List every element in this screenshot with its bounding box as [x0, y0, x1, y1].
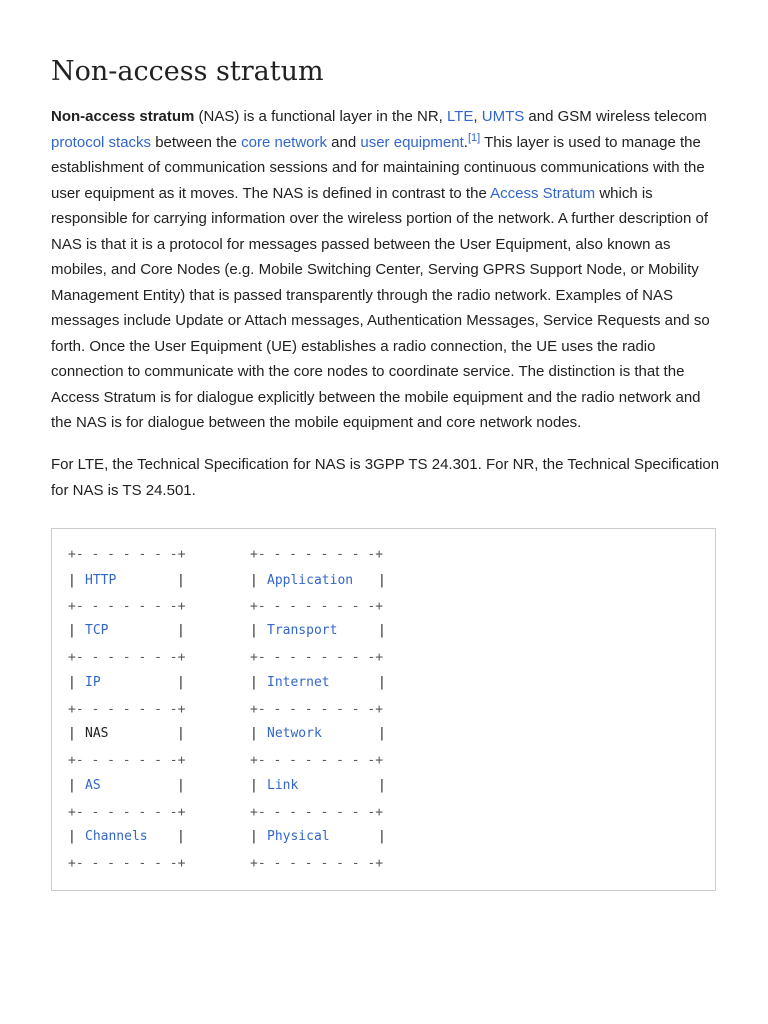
pipe: | [378, 778, 386, 793]
pipe: | [177, 726, 185, 741]
text-span: which is responsible for carrying information over the wireless portion of the network. A further description of NAS is that it is a protocol for messages passed between the User Equipment, also known as mobiles, and Core Nodes (e.g. Mobile Switching Center, Serving GPRS Support Node, or Mobility Management Entity) that is passed transparently through the radio network. Examples of NAS messages include Update or Attach messages, Authentication Messages, Service Requests and so forth. Once the User Equipment (UE) establishes a radio connection, the UE uses the radio connection to communicate with the core nodes to coordinate service. The distinction is that the Access Stratum is for dialogue explicitly between the mobile equipment and the radio network and the NAS is for dialogue between the mobile equipment and core network nodes. [51, 184, 710, 431]
diagram-border: +- - - - - - - -+ [250, 805, 384, 820]
layer-physical[interactable]: Physical [267, 829, 330, 844]
layer-channels[interactable]: Channels [85, 829, 148, 844]
diagram-border: +- - - - - - -+ [68, 650, 186, 665]
layer-ip[interactable]: IP [85, 675, 101, 690]
pipe: | [177, 829, 185, 844]
diagram-border: +- - - - - - -+ [68, 856, 186, 871]
term-bold: Non-access stratum [51, 108, 195, 125]
layer-network[interactable]: Network [267, 726, 322, 741]
diagram-border: +- - - - - - - -+ [250, 547, 384, 562]
intro-paragraph [51, 104, 721, 436]
reference-1[interactable]: [1] [467, 131, 481, 144]
link-core-network[interactable]: core network [241, 133, 327, 151]
pipe: | [68, 726, 76, 741]
diagram-border: +- - - - - - -+ [68, 753, 186, 768]
text-span: . [463, 133, 468, 151]
diagram-border: +- - - - - - - -+ [250, 753, 384, 768]
layer-http[interactable]: HTTP [85, 573, 117, 588]
text-span: between the [151, 133, 242, 151]
pipe: | [250, 573, 258, 588]
layer-link[interactable]: Link [267, 778, 299, 793]
layer-as[interactable]: AS [85, 778, 101, 793]
layer-transport[interactable]: Transport [267, 623, 338, 638]
diagram-border: +- - - - - - -+ [68, 805, 186, 820]
pipe: | [68, 829, 76, 844]
diagram-border: +- - - - - - -+ [68, 547, 186, 562]
pipe: | [250, 623, 258, 638]
text-span: , [473, 108, 482, 125]
layer-nas: NAS [85, 726, 109, 741]
pipe: | [250, 675, 258, 690]
link-access-stratum[interactable]: Access Stratum [490, 184, 596, 202]
pipe: | [378, 573, 386, 588]
pipe: | [378, 829, 386, 844]
pipe: | [68, 778, 76, 793]
pipe: | [250, 778, 258, 793]
pipe: | [378, 675, 386, 690]
link-lte[interactable]: LTE [447, 108, 474, 125]
pipe: | [378, 726, 386, 741]
layer-application[interactable]: Application [267, 573, 354, 588]
protocol-stack-diagram [51, 528, 716, 891]
diagram-border: +- - - - - - - -+ [250, 599, 384, 614]
text-span: This layer is used to manage the establishment of communication sessions and for maintaining continuous communications with the user equipment as it moves. The NAS is defined in contrast to the [51, 133, 705, 202]
pipe: | [177, 675, 185, 690]
link-protocol-stacks[interactable]: protocol stacks [51, 133, 152, 151]
pipe: | [378, 623, 386, 638]
pipe: | [177, 778, 185, 793]
pipe: | [250, 829, 258, 844]
spec-paragraph: For LTE, the Technical Specification for NAS is 3GPP TS 24.301. For NR, the Technical Specification for NAS is TS 24.501. [51, 456, 720, 499]
diagram-border: +- - - - - - -+ [68, 702, 186, 717]
text-span: and [327, 133, 361, 151]
pipe: | [68, 623, 76, 638]
link-umts[interactable]: UMTS [481, 108, 525, 125]
layer-internet[interactable]: Internet [267, 675, 330, 690]
pipe: | [177, 623, 185, 638]
layer-tcp[interactable]: TCP [85, 623, 109, 638]
diagram-border: +- - - - - - - -+ [250, 856, 384, 871]
page-title: Non-access stratum [51, 56, 324, 87]
pipe: | [68, 573, 76, 588]
pipe: | [68, 675, 76, 690]
link-user-equipment[interactable]: user equipment [360, 133, 464, 151]
diagram-border: +- - - - - - - -+ [250, 702, 384, 717]
text-span: and GSM wireless telecom [524, 108, 707, 125]
text-span: (NAS) is a functional layer in the NR, [194, 108, 447, 125]
diagram-border: +- - - - - - - -+ [250, 650, 384, 665]
diagram-border: +- - - - - - -+ [68, 599, 186, 614]
pipe: | [250, 726, 258, 741]
pipe: | [177, 573, 185, 588]
